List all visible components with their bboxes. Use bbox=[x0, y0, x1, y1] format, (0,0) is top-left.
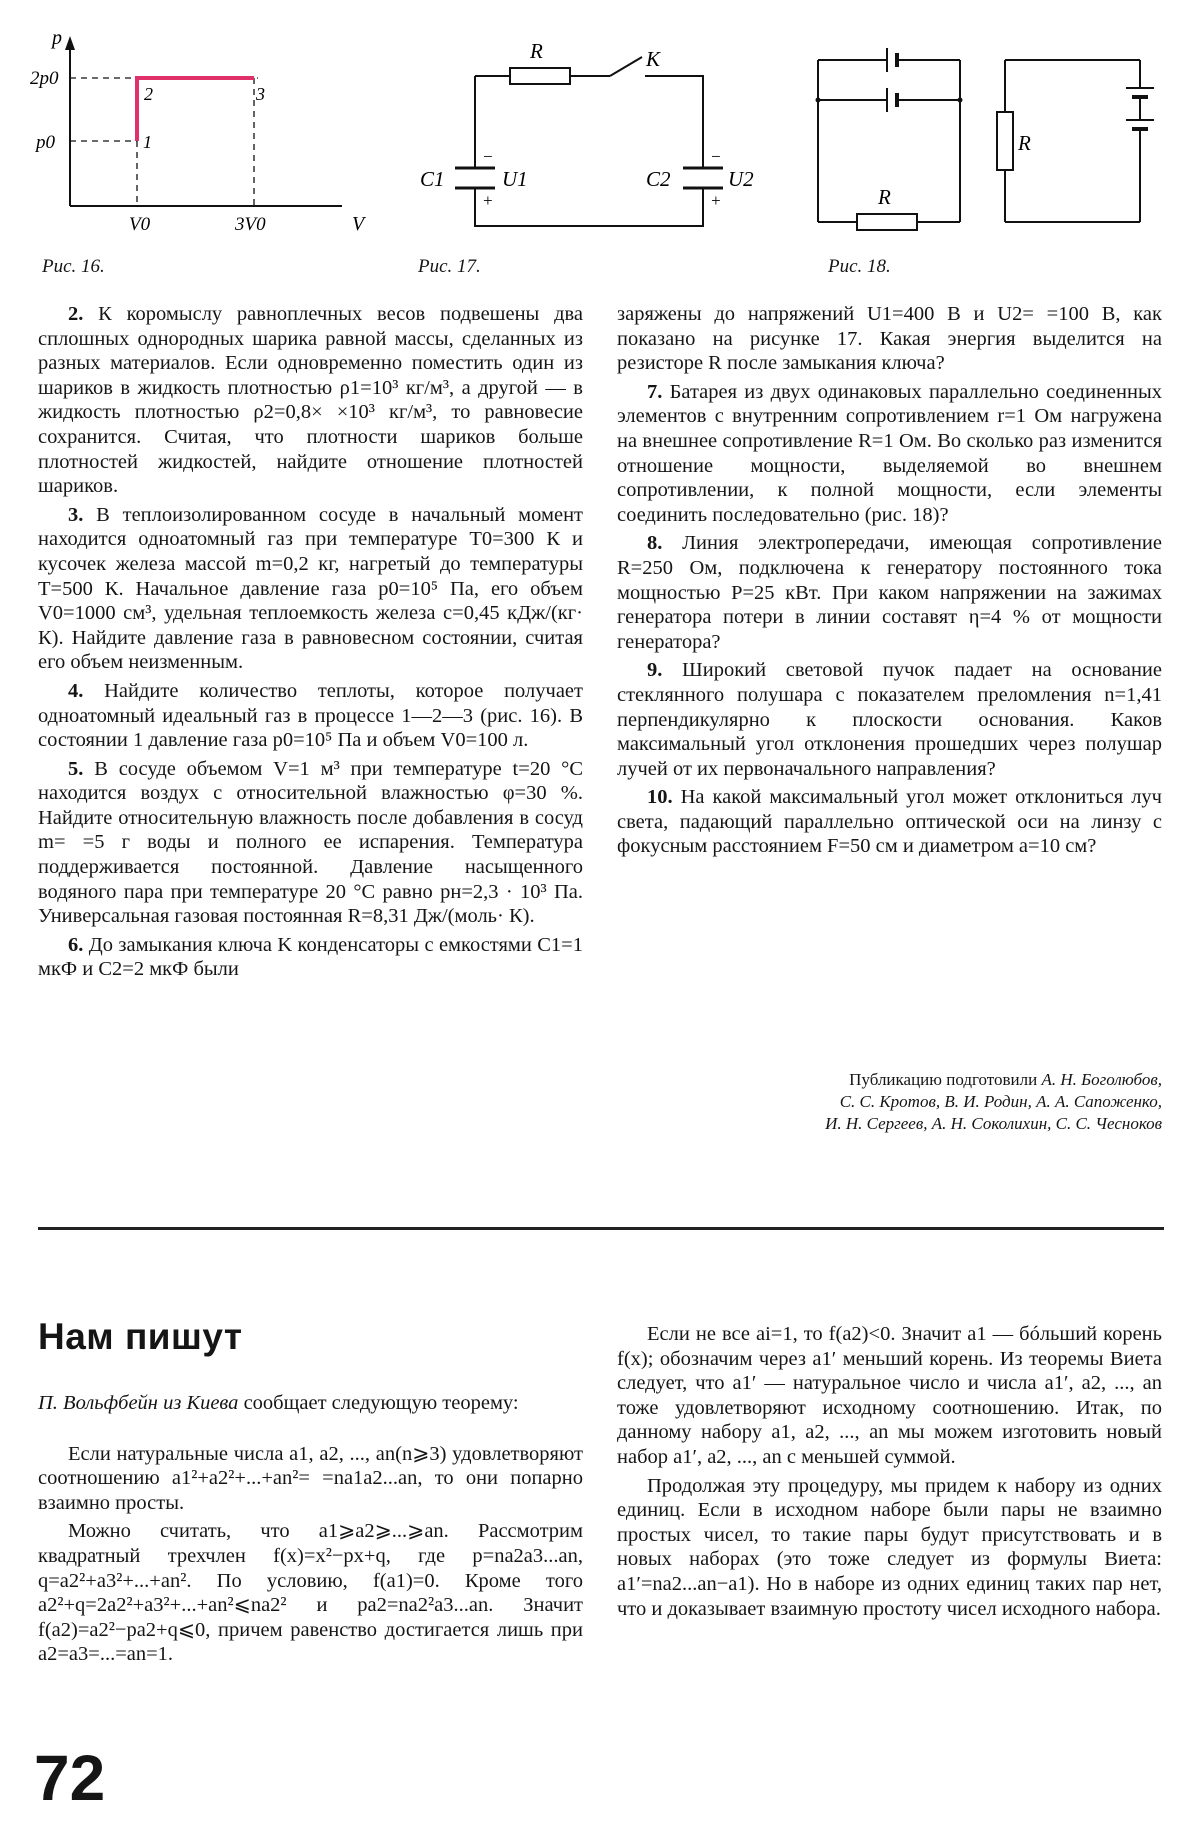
c2-plus-sign: + bbox=[710, 191, 722, 210]
problem-9: 9. Широкий световой пучок падает на основание стеклянного полушара с показателем преломления n=1,41 перпендикулярно к плоскости основания. Каков максимальный угол отклонения прошедших через полушар лучей от их первоначального направления? bbox=[617, 659, 1162, 780]
letter-left-column bbox=[38, 1391, 583, 1671]
letter-proof-middle: Если не все ai=1, то f(a2)<0. Значит a1 — бóльший корень f(x); обозначим через a1′ меньший корень. Из теоремы Виета следует, что a1′ — натуральное число и числа a1′, a2, ..., an тоже удовлетворяют исходному соотношению. Итак, по данному набору a1, a2, ..., an мы можем изготовить новый набор a1′, a2, ..., an с меньшей суммой. bbox=[617, 1323, 1162, 1468]
section-title: Нам пишут bbox=[38, 1316, 243, 1357]
tick-2p0-label: 2p0 bbox=[30, 68, 59, 89]
letter-proof-end: Продолжая эту процедуру, мы придем к набору из одних единиц. Если в исходном наборе были пары не взаимно простых чисел, то такие пары будут присутствовать и в новых наборах (это тоже следует из формулы Виета: a1′=na2...an−a1). Но в наборе из одних единиц таких пар нет, что и доказывает взаимную простоту чисел исходного набора. bbox=[617, 1474, 1162, 1620]
point-1-label: 1 bbox=[143, 132, 152, 152]
resistor-r-right-label: R bbox=[1018, 131, 1031, 155]
resistor-r-label: R bbox=[530, 39, 543, 63]
c1-plus-sign: + bbox=[482, 191, 494, 210]
problems-left-column bbox=[38, 302, 583, 986]
problem-3: 3. В теплоизолированном сосуде в начальный момент находится одноатомный газ при температуре T0=300 К и кусочек железа массой m=0,2 кг, нагретый до температуры T=500 К. Начальное давление газа p0=10⁵ Па, его объем V0=1000 см³, удельная теплоемкость железа c=0,45 кДж/(кг· К). Найдите давление газа в равновесном состоянии, считая его объем неизменным. bbox=[38, 503, 584, 674]
voltage-u1-label: U1 bbox=[502, 167, 528, 191]
problems-right-column bbox=[617, 302, 1162, 863]
resistor-r-left-label: R bbox=[878, 185, 891, 209]
c1-minus-sign: − bbox=[482, 147, 494, 166]
problem-7: 7. Батарея из двух одинаковых параллельно соединенных элементов с внутренним сопротивлением r=1 Ом нагружена на внешнее сопротивление R=1 Ом. Во сколько раз изменится отношение мощности, выделяемой во внешнем сопротивлении, к полной мощности, если элементы соединить последовательно (рис. 18)? bbox=[617, 380, 1162, 526]
problem-2: 2. К коромыслу равноплечных весов подвешены два сплошных однородных шарика равной массы, сделанных из разных материалов. Если одновременно поместить один из шариков в жидкость плотностью ρ1=10³ кг/м³, а другой — в жидкость плотностью ρ2=0,8× ×10³ кг/м³, то равновесие сохранится. Считая, что плотности шариков больше плотностей жидкостей, найдите отношение плотностей шариков. bbox=[38, 303, 584, 498]
tick-p0-label: p0 bbox=[36, 132, 55, 153]
tick-v0-label: V0 bbox=[129, 214, 151, 235]
problem-6-continued: заряжены до напряжений U1=400 В и U2= =100 В, как показано на рисунке 17. Какая энергия выделится на резисторе R после замыкания ключа? bbox=[617, 303, 1162, 375]
letter-right-column bbox=[617, 1322, 1162, 1625]
problem-6: 6. До замыкания ключа K конденсаторы с емкостями C1=1 мкФ и C2=2 мкФ были bbox=[38, 933, 583, 981]
letter-proof-start: Можно считать, что a1⩾a2⩾...⩾an. Рассмотрим квадратный трехчлен f(x)=x²−px+q, где p=na2a3...an, q=a2²+a3²+...+an². По условию, f(a1)=0. Кроме того a2²+q=2a2²+a3²+...+an²⩽na2² и pa2=na2²a3...an. Значит f(a2)=a2²−pa2+q⩽0, причем равенство достигается лишь при a2=a3=...=an=1. bbox=[38, 1520, 583, 1666]
problem-5: 5. В сосуде объемом V=1 м³ при температуре t=20 °С находится воздух с относительной влажностью φ=30 %. Найдите относительную влажность после добавления в сосуд m= =5 г воды и полного ее испарения. Температура поддерживается постоянной. Давление насыщенного водяного пара при температуре 20 °С равно pн=2,3 · 10³ Па. Универсальная газовая постоянная R=8,31 Дж/(моль· К). bbox=[38, 757, 583, 928]
c2-minus-sign: − bbox=[710, 147, 722, 166]
tick-3v0-label: 3V0 bbox=[235, 214, 266, 235]
publication-credit: Публикацию подготовили А. Н. Боголюбов, С. С. Кротов, В. И. Родин, А. А. Сапоженко, И. Н. Сергеев, А. Н. Соколихин, С. С. Чесноков bbox=[825, 1070, 1162, 1133]
problem-8: 8. Линия электропередачи, имеющая сопротивление R=250 Ом, подключена к генератору постоянного тока мощностью P=25 кВт. При каком напряжении на зажимах генератора потери в линии составят η=4 % от мощности генератора? bbox=[617, 532, 1163, 653]
point-2-label: 2 bbox=[144, 84, 153, 104]
figure-18-circuits bbox=[810, 40, 1170, 235]
voltage-u2-label: U2 bbox=[728, 167, 754, 191]
point-3-label: 3 bbox=[256, 84, 265, 104]
capacitor-c1-label: C1 bbox=[420, 167, 445, 191]
problem-10: 10. На какой максимальный угол может отклониться луч света, падающий параллельно оптической оси на линзу с фокусным расстоянием F=50 см и диаметром a=10 см? bbox=[617, 786, 1162, 858]
capacitor-c2-label: C2 bbox=[646, 167, 671, 191]
figure-17-circuit bbox=[420, 30, 760, 235]
letter-theorem: Если натуральные числа a1, a2, ..., an(n⩾3) удовлетворяют соотношению a1²+a2²+...+an²= =na1a2...an, то они попарно взаимно просты. bbox=[38, 1442, 583, 1514]
axis-p-label: p bbox=[52, 30, 62, 49]
section-divider bbox=[38, 1227, 1164, 1230]
figure-17-caption: Рис. 17. bbox=[418, 256, 481, 277]
switch-k-label: K bbox=[646, 47, 661, 71]
page-number: 72 bbox=[34, 1742, 106, 1814]
figure-16-caption: Рис. 16. bbox=[42, 256, 105, 277]
figure-18-caption: Рис. 18. bbox=[828, 256, 891, 277]
figure-16-pv-diagram bbox=[30, 30, 370, 240]
axis-v-label: V bbox=[352, 213, 365, 235]
problem-4: 4. Найдите количество теплоты, которое получает одноатомный идеальный газ в процессе 1—2—3 (рис. 16). В состоянии 1 давление газа p0=10⁵ Па и объем V0=100 л. bbox=[38, 679, 583, 752]
letter-intro: П. Вольфбейн из Киева сообщает следующую теорему: bbox=[38, 1392, 519, 1414]
